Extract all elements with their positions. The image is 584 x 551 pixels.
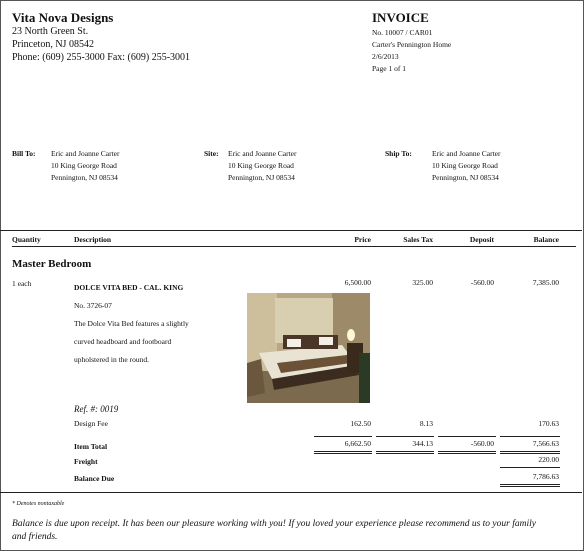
company-city: Princeton, NJ 08542 — [12, 39, 94, 50]
item-balance: 7,385.00 — [532, 278, 559, 287]
item-number: No. 3726-07 — [74, 301, 112, 310]
deposit-sum-rule — [438, 436, 496, 437]
col-description: Description — [74, 235, 112, 244]
site-city: Pennington, NJ 08534 — [228, 173, 295, 182]
ship-to-city: Pennington, NJ 08534 — [432, 173, 499, 182]
site-label: Site: — [204, 149, 219, 158]
freight-amount: 220.00 — [538, 455, 559, 464]
design-fee-tax: 8.13 — [419, 419, 433, 428]
item-total-price: 6,662.50 — [344, 439, 371, 448]
balance-due-label: Balance Due — [74, 474, 115, 483]
header-bottom-rule — [12, 246, 576, 247]
item-desc-line-3: upholstered in the round. — [74, 355, 149, 364]
deposit-double-rule — [438, 451, 496, 454]
invoice-page-number: Page 1 of 1 — [372, 64, 406, 73]
col-sales-tax: Sales Tax — [403, 235, 433, 244]
col-price: Price — [354, 235, 371, 244]
company-street: 23 North Green St. — [12, 26, 89, 37]
item-desc-line-1: The Dolce Vita Bed features a slightly — [74, 319, 189, 328]
item-sales-tax: 325.00 — [412, 278, 433, 287]
ship-to-label: Ship To: — [385, 149, 412, 158]
balance-due-amount: 7,786.63 — [532, 472, 559, 481]
bedroom-illustration — [247, 293, 370, 403]
col-deposit: Deposit — [469, 235, 494, 244]
company-phone-fax: Phone: (609) 255-3000 Fax: (609) 255-3001 — [12, 52, 191, 63]
balance-double-rule — [500, 451, 560, 454]
item-quantity: 1 each — [12, 279, 32, 288]
ship-to-name: Eric and Joanne Carter — [432, 149, 501, 158]
freight-rule — [500, 467, 560, 468]
design-fee-balance: 170.63 — [538, 419, 559, 428]
item-ref-number: Ref. #: 0019 — [74, 404, 119, 414]
invoice-date: 2/6/2013 — [372, 52, 399, 61]
col-quantity: Quantity — [12, 235, 41, 244]
design-fee-price: 162.50 — [350, 419, 371, 428]
invoice-project: Carter's Pennington Home — [372, 40, 452, 49]
ship-to-street: 10 King George Road — [432, 161, 498, 170]
footer-rule — [0, 492, 582, 493]
item-deposit: -560.00 — [470, 278, 494, 287]
balance-sum-rule — [500, 436, 560, 437]
bill-to-name: Eric and Joanne Carter — [51, 149, 120, 158]
site-street: 10 King George Road — [228, 161, 294, 170]
invoice-title: INVOICE — [372, 10, 429, 25]
bill-to-label: Bill To: — [12, 149, 36, 158]
price-sum-rule — [314, 436, 372, 437]
item-total-tax: 344.13 — [412, 439, 433, 448]
header-top-rule — [0, 230, 582, 231]
item-desc-line-2: curved headboard and footboard — [74, 337, 172, 346]
tax-sum-rule — [376, 436, 434, 437]
freight-label: Freight — [74, 457, 98, 466]
design-fee-label: Design Fee — [74, 419, 108, 428]
company-name: Vita Nova Designs — [12, 10, 114, 25]
item-total-deposit: -560.00 — [470, 439, 494, 448]
section-title: Master Bedroom — [12, 258, 92, 270]
bill-to-city: Pennington, NJ 08534 — [51, 173, 118, 182]
item-total-label: Item Total — [74, 442, 108, 451]
bill-to-street: 10 King George Road — [51, 161, 117, 170]
item-total-balance: 7,566.63 — [532, 439, 559, 448]
price-double-rule — [314, 451, 372, 454]
bedroom-photo — [247, 293, 370, 403]
tax-double-rule — [376, 451, 434, 454]
nontaxable-note: * Denotes nontaxable — [12, 501, 65, 507]
item-name: DOLCE VITA BED - CAL. KING — [74, 283, 184, 292]
site-name: Eric and Joanne Carter — [228, 149, 297, 158]
col-balance: Balance — [533, 235, 559, 244]
item-price: 6,500.00 — [344, 278, 371, 287]
balance-due-double-rule — [500, 484, 560, 487]
invoice-number: No. 10007 / CAR01 — [372, 28, 433, 37]
footer-message: Balance is due upon receipt. It has been our pleasure working with you! If you loved your experience please recommend us to your family and friends. — [12, 519, 536, 542]
